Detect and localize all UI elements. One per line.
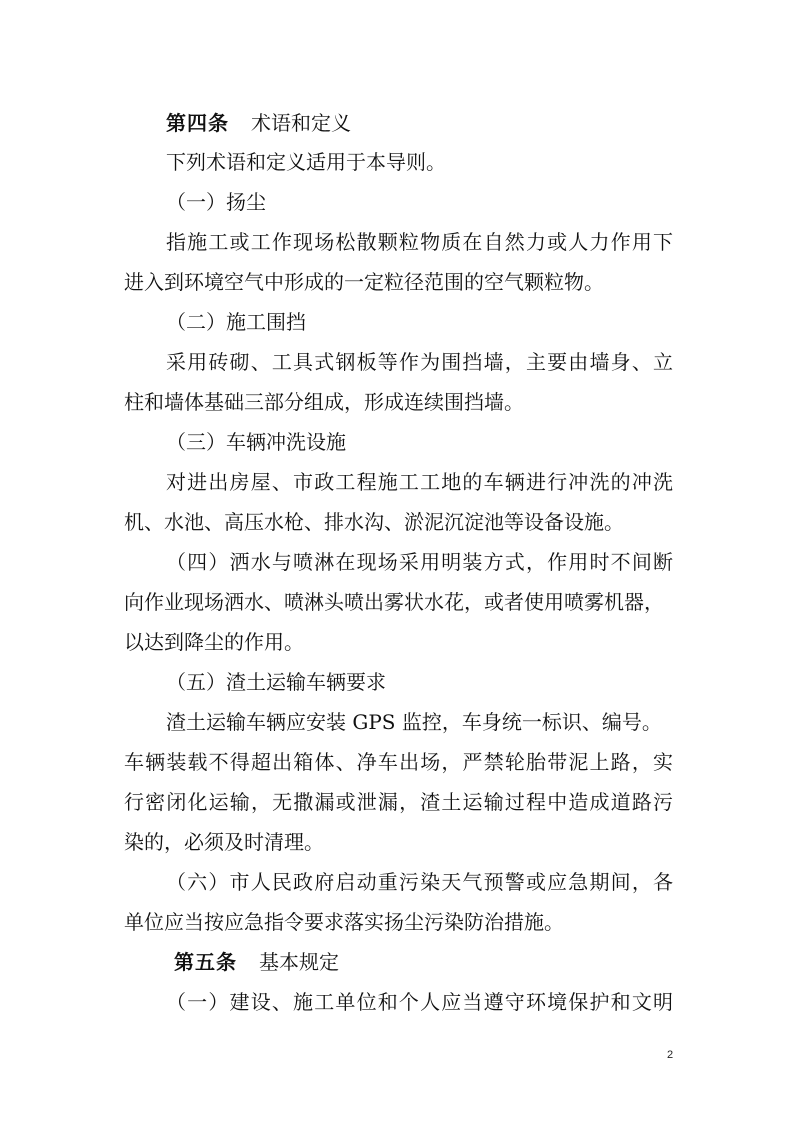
item-1-heading: （一）扬尘 bbox=[166, 190, 266, 214]
item-5-line-2: 车辆装载不得超出箱体、净车出场，严禁轮胎带泥上路，实 bbox=[124, 750, 673, 774]
page-number: 2 bbox=[667, 1049, 674, 1061]
item-4-line-1: （四）洒水与喷淋在现场采用明装方式，作用时不间断 bbox=[166, 550, 673, 574]
item-3-line-1: 对进出房屋、市政工程施工工地的车辆进行冲洗的冲洗 bbox=[166, 470, 673, 494]
article-5-number: 第五条 bbox=[174, 950, 237, 974]
item-3-heading: （三）车辆冲洗设施 bbox=[166, 430, 346, 454]
item-4-line-3: 以达到降尘的作用。 bbox=[124, 630, 304, 654]
item-3-line-2: 机、水池、高压水枪、排水沟、淤泥沉淀池等设备设施。 bbox=[124, 510, 624, 534]
item-5-line-3: 行密闭化运输，无撒漏或泄漏，渣土运输过程中造成道路污 bbox=[124, 790, 673, 814]
article-4-number: 第四条 bbox=[166, 111, 229, 135]
item-2-line-1: 采用砖砌、工具式钢板等作为围挡墙，主要由墙身、立 bbox=[166, 350, 673, 374]
article-5-heading bbox=[174, 948, 339, 976]
item-5-line-4: 染的，必须及时清理。 bbox=[124, 830, 324, 854]
item-4-line-2: 向作业现场洒水、喷淋头喷出雾状水花，或者使用喷雾机器， bbox=[124, 590, 664, 614]
intro-paragraph: 下列术语和定义适用于本导则。 bbox=[166, 150, 446, 174]
item-1-line-2: 进入到环境空气中形成的一定粒径范围的空气颗粒物。 bbox=[124, 270, 604, 294]
article-5-item-1-line-1: （一）建设、施工单位和个人应当遵守环境保护和文明 bbox=[166, 990, 673, 1014]
item-6-line-1: （六）市人民政府启动重污染天气预警或应急期间，各 bbox=[166, 870, 673, 894]
item-1-line-1: 指施工或工作现场松散颗粒物质在自然力或人力作用下 bbox=[166, 230, 673, 254]
article-4-title: 术语和定义 bbox=[251, 111, 351, 135]
item-6-line-2: 单位应当按应急指令要求落实扬尘污染防治措施。 bbox=[124, 910, 564, 934]
item-5-line-1: 渣土运输车辆应安装 GPS 监控，车身统一标识、编号。 bbox=[166, 710, 662, 734]
item-2-line-2: 柱和墙体基础三部分组成，形成连续围挡墙。 bbox=[124, 390, 524, 414]
item-2-heading: （二）施工围挡 bbox=[166, 310, 306, 334]
article-4-heading bbox=[166, 109, 351, 137]
item-5-heading: （五）渣土运输车辆要求 bbox=[166, 670, 386, 694]
article-5-title: 基本规定 bbox=[259, 950, 339, 974]
